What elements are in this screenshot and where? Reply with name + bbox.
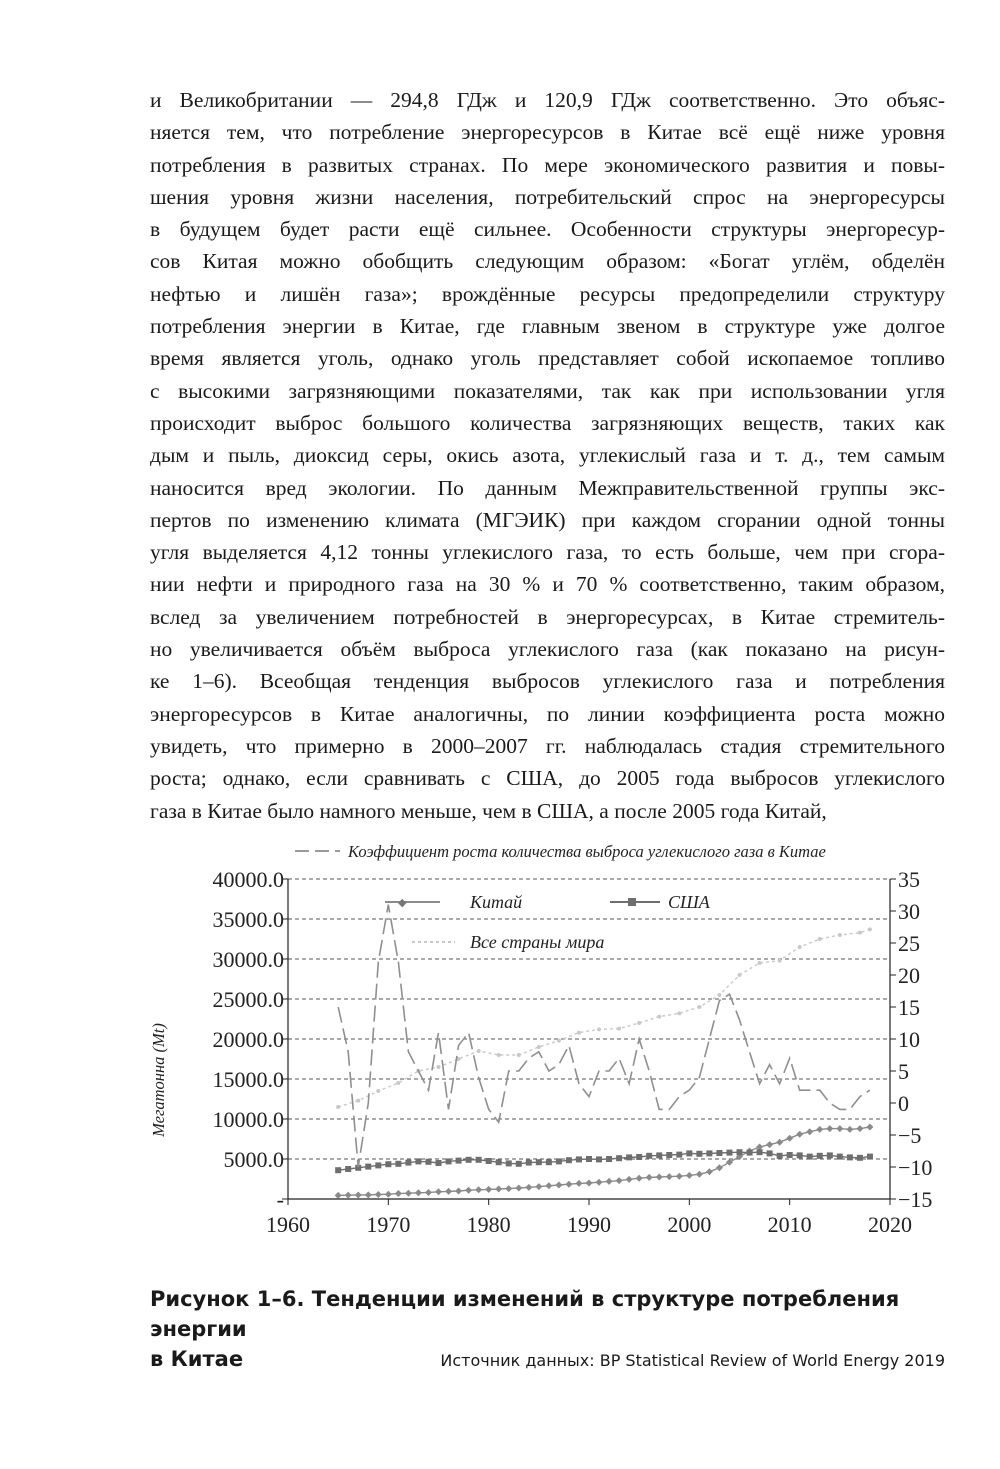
point-china [405, 1190, 412, 1197]
body-line: увидеть, что примерно в 2000–2007 гг. наблюдалась стадия стремительного [150, 733, 945, 758]
point-usa [827, 1152, 833, 1158]
point-china [666, 1173, 673, 1180]
point-usa [656, 1152, 662, 1158]
point-world [717, 993, 721, 997]
point-china [375, 1191, 382, 1198]
point-world [477, 1049, 481, 1053]
point-china [535, 1183, 542, 1190]
point-china [786, 1135, 793, 1142]
point-china [686, 1172, 693, 1179]
point-world [677, 1011, 681, 1015]
body-line: с высокими загрязняющими показателями, так как при использовании угля [150, 378, 945, 403]
body-line: время является уголь, однако уголь представляет собой ископаемое топливо [150, 346, 945, 371]
point-china [335, 1192, 342, 1199]
point-china [596, 1179, 603, 1186]
legend-usa-marker [628, 898, 636, 906]
x-tick-label: 2010 [767, 1212, 812, 1237]
point-china [726, 1159, 733, 1166]
point-world [637, 1021, 641, 1025]
figure-caption [150, 1284, 945, 1374]
point-world [557, 1039, 561, 1043]
y-right-tick-label: 35 [898, 867, 920, 892]
y-left-tick-label: 35000.0 [212, 907, 284, 932]
point-china [425, 1189, 432, 1196]
point-china [816, 1126, 823, 1133]
point-usa [375, 1162, 381, 1168]
body-line: роста; однако, если сравнивать с США, до 2005 года выбросов углекислого [150, 766, 945, 791]
point-usa [757, 1149, 763, 1155]
point-china [866, 1124, 873, 1131]
point-usa [626, 1154, 632, 1160]
point-usa [837, 1154, 843, 1160]
y-right-tick-label: −10 [898, 1155, 933, 1180]
x-tick-label: 2000 [667, 1212, 712, 1237]
emissions-chart [140, 830, 950, 1240]
point-usa [385, 1161, 391, 1167]
x-tick-label: 1990 [567, 1212, 611, 1237]
x-tick-label: 1980 [466, 1212, 511, 1237]
body-line: дым и пыль, диоксид серы, окись азота, углекислый газа и т. д., тем самым [150, 443, 945, 468]
y-left-tick-label: 25000.0 [212, 987, 284, 1012]
point-china [626, 1176, 633, 1183]
point-usa [335, 1167, 341, 1173]
y-left-tick-label: - [276, 1187, 284, 1212]
y-right-tick-label: 25 [898, 931, 920, 956]
point-china [395, 1190, 402, 1197]
point-usa [686, 1150, 692, 1156]
point-usa [737, 1149, 743, 1155]
point-china [836, 1125, 843, 1132]
point-china [445, 1188, 452, 1195]
point-usa [425, 1159, 431, 1165]
point-world [818, 937, 822, 941]
point-china [355, 1192, 362, 1199]
point-china [505, 1185, 512, 1192]
point-usa [466, 1157, 472, 1163]
point-world [798, 945, 802, 949]
point-usa [616, 1155, 622, 1161]
point-world [437, 1065, 441, 1069]
point-china [515, 1184, 522, 1191]
point-usa [516, 1161, 522, 1167]
caption-source: Источник данных: BP Statistical Review of World Energy 2019 [440, 1351, 945, 1370]
body-line: сов Китая можно обобщить следующим образом: «Богат углём, обделён [150, 249, 945, 274]
body-line: энергоресурсов в Китае аналогичны, по линии коэффициента роста можно [150, 701, 945, 726]
body-line: шения уровня жизни населения, потребительский спрос на энергоресурсы [150, 184, 945, 209]
y-left-tick-label: 5000.0 [223, 1147, 284, 1172]
point-usa [817, 1153, 823, 1159]
body-line: няется тем, что потребление энергоресурсов в Китае всё ещё ниже уровня [150, 120, 945, 145]
body-line: потребления в развитых странах. По мере экономического развития и повы- [150, 152, 945, 177]
y-right-tick-label: 30 [898, 899, 920, 924]
point-world [758, 961, 762, 965]
legend-china-marker: ◆ [398, 897, 407, 909]
point-usa [436, 1160, 442, 1166]
x-tick-label: 1970 [366, 1212, 411, 1237]
body-line: потребления энергии в Китае, где главным звеном в структуре уже долгое [150, 314, 945, 339]
point-world [868, 927, 872, 931]
body-line: нефтью и лишён газа»; врождённые ресурсы предопределили структуру [150, 281, 945, 306]
body-line: в будущем будет расти ещё сильнее. Особенности структуры энергоресур- [150, 217, 945, 242]
point-usa [486, 1158, 492, 1164]
point-china [716, 1164, 723, 1171]
point-usa [857, 1155, 863, 1161]
point-world [657, 1015, 661, 1019]
point-china [575, 1180, 582, 1187]
point-world [517, 1053, 521, 1057]
y-right-tick-label: 10 [898, 1027, 920, 1052]
point-china [696, 1171, 703, 1178]
point-usa [606, 1156, 612, 1162]
point-china [776, 1139, 783, 1146]
body-line: газа в Китае было намного меньше, чем в США, а после 2005 года Китай, [150, 798, 827, 823]
x-tick-label: 2020 [868, 1212, 912, 1237]
body-line: вслед за увеличением потребностей в энергоресурсах, в Китае стремитель- [150, 604, 945, 629]
point-usa [506, 1160, 512, 1166]
point-usa [446, 1158, 452, 1164]
point-china [796, 1131, 803, 1138]
point-china [636, 1175, 643, 1182]
point-world [838, 933, 842, 937]
point-usa [777, 1153, 783, 1159]
legend-china-label: Китай [470, 892, 523, 912]
caption-title-line2: в Китае [150, 1347, 244, 1371]
point-world [497, 1053, 501, 1057]
y-left-tick-label: 20000.0 [212, 1027, 284, 1052]
legend-usa-label: США [668, 892, 710, 912]
point-usa [636, 1154, 642, 1160]
point-usa [706, 1150, 712, 1156]
body-line: происходит выброс большого количества загрязняющих веществ, таких как [150, 410, 945, 435]
point-china [455, 1188, 462, 1195]
point-usa [767, 1150, 773, 1156]
point-usa [576, 1156, 582, 1162]
point-usa [586, 1156, 592, 1162]
point-china [856, 1125, 863, 1132]
point-china [545, 1182, 552, 1189]
point-china [616, 1177, 623, 1184]
point-usa [726, 1150, 732, 1156]
point-world [858, 931, 862, 935]
axes [213, 867, 933, 1237]
point-usa [526, 1160, 532, 1166]
point-china [826, 1125, 833, 1132]
point-china [495, 1186, 502, 1193]
body-line: нии нефти и природного газа на 30 % и 70 % соответственно, таким образом, [150, 572, 945, 597]
point-china [555, 1182, 562, 1189]
y-left-tick-label: 30000.0 [212, 947, 284, 972]
legend-growth-rate [295, 842, 826, 861]
point-usa [456, 1158, 462, 1164]
point-world [356, 1099, 360, 1103]
y-left-tick-label: 40000.0 [212, 867, 284, 892]
point-usa [867, 1154, 873, 1160]
point-usa [476, 1157, 482, 1163]
point-china [485, 1186, 492, 1193]
point-world [396, 1081, 400, 1085]
x-tick-label: 1960 [266, 1212, 310, 1237]
point-china [525, 1184, 532, 1191]
point-usa [536, 1159, 542, 1165]
caption-title-line1: Рисунок 1–6. Тенденции изменений в структуре потребления энергии [150, 1287, 900, 1341]
legend-growth-label: Коэффициент роста количества выброса углекислого газа в Китае [348, 842, 826, 861]
point-usa [415, 1158, 421, 1164]
y-right-tick-label: −5 [898, 1123, 922, 1148]
y-axis-label: Мегатонна (Mt) [149, 1023, 168, 1137]
point-world [697, 1005, 701, 1009]
legend-world-label: Все страны мира [470, 932, 605, 952]
point-usa [797, 1152, 803, 1158]
point-china [586, 1180, 593, 1187]
body-line: угля выделяется 4,12 тонны углекислого газа, то есть больше, чем при сгора- [150, 540, 945, 565]
body-line: наносится вред экологии. По данным Межправительственной группы экс- [150, 475, 945, 500]
point-china [365, 1191, 372, 1198]
point-china [465, 1187, 472, 1194]
point-china [676, 1173, 683, 1180]
y-right-tick-label: 0 [898, 1091, 909, 1116]
point-world [738, 973, 742, 977]
y-right-tick-label: 20 [898, 963, 920, 988]
point-china [415, 1189, 422, 1196]
y-left-tick-label: 15000.0 [212, 1067, 284, 1092]
point-world [617, 1027, 621, 1031]
point-china [345, 1192, 352, 1199]
point-usa [546, 1159, 552, 1165]
point-usa [556, 1158, 562, 1164]
point-china [565, 1181, 572, 1188]
point-china [656, 1174, 663, 1181]
point-usa [807, 1154, 813, 1160]
point-china [706, 1168, 713, 1175]
point-world [376, 1089, 380, 1093]
point-world [336, 1105, 340, 1109]
point-world [597, 1027, 601, 1031]
body-line: ке 1–6). Всеобщая тенденция выбросов углекислого газа и потребления [150, 669, 945, 694]
figure-chart [140, 830, 950, 1240]
point-usa [847, 1154, 853, 1160]
point-china [766, 1141, 773, 1148]
point-china [606, 1178, 613, 1185]
point-usa [496, 1159, 502, 1165]
body-paragraph [150, 84, 945, 827]
point-china [435, 1188, 442, 1195]
series-line-world [338, 929, 870, 1107]
point-usa [596, 1156, 602, 1162]
point-world [778, 959, 782, 963]
point-usa [365, 1164, 371, 1170]
point-world [537, 1045, 541, 1049]
point-usa [696, 1151, 702, 1157]
point-world [577, 1031, 581, 1035]
point-usa [345, 1166, 351, 1172]
point-usa [395, 1161, 401, 1167]
point-usa [666, 1152, 672, 1158]
point-usa [566, 1157, 572, 1163]
point-usa [747, 1150, 753, 1156]
point-china [646, 1174, 653, 1181]
y-left-tick-label: 10000.0 [212, 1107, 284, 1132]
point-usa [787, 1152, 793, 1158]
y-right-tick-label: −15 [898, 1187, 933, 1212]
point-usa [676, 1152, 682, 1158]
y-right-tick-label: 15 [898, 995, 920, 1020]
point-china [806, 1128, 813, 1135]
point-china [385, 1191, 392, 1198]
point-usa [646, 1153, 652, 1159]
legend-inner [385, 892, 711, 952]
point-china [475, 1186, 482, 1193]
y-right-tick-label: 5 [898, 1059, 909, 1084]
point-usa [716, 1150, 722, 1156]
grid-lines [288, 879, 890, 1159]
body-line: но увеличивается объём выброса углекислого газа (как показано на рисун- [150, 637, 945, 662]
point-usa [405, 1160, 411, 1166]
point-china [846, 1126, 853, 1133]
body-line: и Великобритании — 294,8 ГДж и 120,9 ГДж соответственно. Это объяс- [150, 88, 945, 112]
body-line: пертов по изменению климата (МГЭИК) при каждом сгорании одной тонны [150, 507, 945, 532]
